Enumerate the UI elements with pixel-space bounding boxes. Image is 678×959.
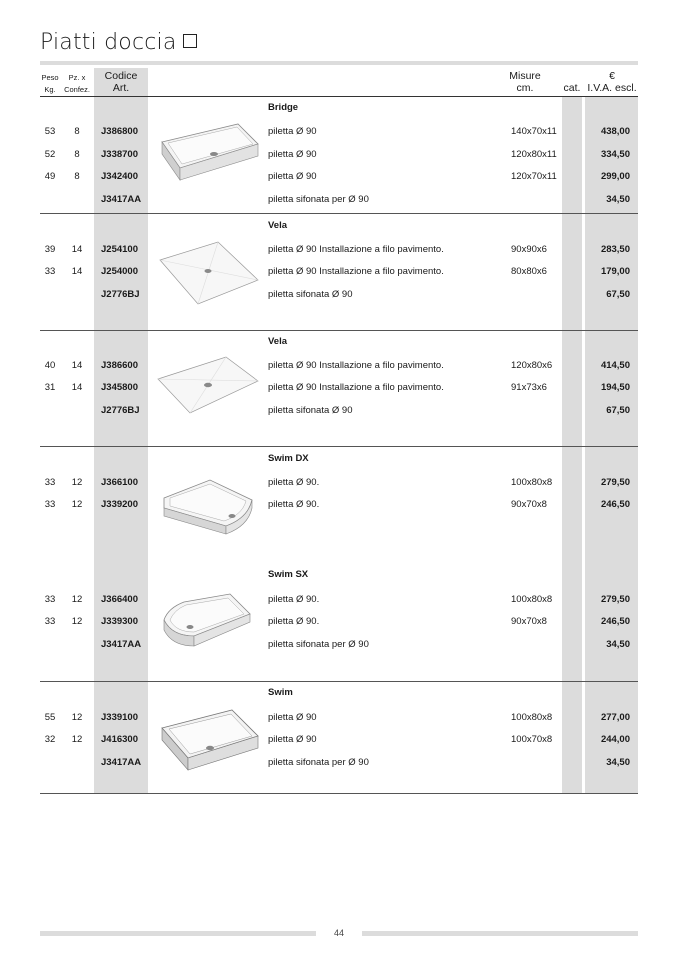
header-pz-label: Pz. x [68,73,86,82]
cell-desc: piletta Ø 90 [268,149,317,160]
cell-desc: piletta sifonata per Ø 90 [268,757,369,768]
header-euro-label: € [609,70,615,82]
cell-price: 283,50 [600,244,630,255]
shower-tray-swim-dx-image [160,476,256,538]
cell-code: J416300 [101,734,138,745]
cell-misure: 91x73x6 [511,382,547,393]
cell-price: 67,50 [606,405,630,416]
header-iva-label: I.V.A. escl. [587,82,637,94]
checkbox-square-icon [183,34,197,48]
cell-price: 194,50 [600,382,630,393]
header-pz [62,72,92,96]
cell-peso: 33 [44,499,56,510]
cell-pz: 14 [71,382,83,393]
cell-desc: piletta Ø 90 [268,734,317,745]
section-divider [40,681,638,682]
header-misure [500,70,550,94]
cell-misure: 80x80x6 [511,266,547,277]
cell-desc: piletta Ø 90 [268,171,317,182]
cell-misure: 120x70x11 [511,171,557,182]
header-kg-label: Kg. [44,85,56,94]
cell-desc: piletta Ø 90 Installazione a filo pavimento. [268,266,444,277]
header-cm-label: cm. [516,82,534,94]
cell-pz: 8 [74,149,80,160]
cell-code: J254100 [101,244,138,255]
cell-code: J339200 [101,499,138,510]
cell-peso: 52 [44,149,56,160]
cell-misure: 100x80x8 [511,594,553,605]
shower-tray-swim-image [158,706,260,774]
cell-price: 34,50 [606,757,630,768]
cell-misure: 90x90x6 [511,244,547,255]
cell-desc: piletta sifonata per Ø 90 [268,194,369,205]
cell-price: 246,50 [600,616,630,627]
section-divider [40,793,638,794]
cell-code: J342400 [101,171,138,182]
cell-price: 334,50 [600,149,630,160]
cell-misure: 100x80x8 [511,712,553,723]
cell-price: 67,50 [606,289,630,300]
cell-desc: piletta Ø 90 Installazione a filo pavimento. [268,244,444,255]
cell-peso: 33 [44,616,56,627]
cell-peso: 55 [44,712,56,723]
header-codice-label: Codice [104,70,138,82]
cell-code: J2776BJ [101,289,140,300]
cell-price: 246,50 [600,499,630,510]
cell-code: J3417AA [101,639,142,650]
table-row [0,360,678,374]
cell-desc: piletta Ø 90. [268,594,320,605]
cell-pz: 12 [71,477,83,488]
cell-desc: piletta Ø 90 Installazione a filo pavimento. [268,382,444,393]
cell-price: 279,50 [600,477,630,488]
cell-code: J254000 [101,266,138,277]
shower-tray-bridge-image [158,122,260,186]
cell-peso: 31 [44,382,56,393]
header-peso [38,72,62,96]
cell-price: 299,00 [600,171,630,182]
cell-desc: piletta sifonata per Ø 90 [268,639,369,650]
cell-pz: 14 [71,244,83,255]
cell-code: J2776BJ [101,405,140,416]
cell-peso: 40 [44,360,56,371]
shower-tray-swim-sx-image [160,592,254,652]
title-rule [40,61,638,65]
cell-code: J366400 [101,594,138,605]
cell-peso: 53 [44,126,56,137]
table-row [0,194,678,208]
cell-code: J366100 [101,477,138,488]
section-title-vela: Vela [268,220,288,231]
cell-code: J339300 [101,616,138,627]
cell-misure: 140x70x11 [511,126,557,137]
cell-misure: 120x80x6 [511,360,553,371]
cell-misure: 90x70x8 [511,616,547,627]
table-row [0,594,678,608]
header-art-label: Art. [112,82,130,94]
table-row [0,616,678,630]
header-confez-label: Confez. [64,85,90,94]
cell-misure: 90x70x8 [511,499,547,510]
section-title-bridge: Bridge [268,102,299,113]
cell-price: 179,00 [600,266,630,277]
header-peso-label: Peso [41,73,59,82]
section-divider [40,446,638,447]
cell-code: J386800 [101,126,138,137]
page-number: 44 [333,928,344,938]
table-row [0,499,678,513]
cell-misure: 100x70x8 [511,734,553,745]
section-title-swim: Swim [268,687,293,698]
cell-peso: 32 [44,734,56,745]
cell-pz: 12 [71,734,83,745]
section-title-vela: Vela [268,336,288,347]
section-divider [40,330,638,331]
header-cat [560,82,584,94]
cell-desc: piletta Ø 90 [268,126,317,137]
header-codice [94,70,148,94]
cell-misure: 120x80x11 [511,149,557,160]
cell-desc: piletta sifonata Ø 90 [268,289,353,300]
header-cat-label: cat. [563,82,581,94]
cell-pz: 8 [74,126,80,137]
section-title-swim-sx: Swim SX [268,569,309,580]
cell-code: J3417AA [101,757,142,768]
table-row [0,266,678,280]
cell-price: 244,00 [600,734,630,745]
cell-peso: 49 [44,171,56,182]
table-row [0,171,678,185]
cell-code: J338700 [101,149,138,160]
cell-price: 414,50 [600,360,630,371]
cell-code: J3417AA [101,194,142,205]
cell-desc: piletta Ø 90. [268,616,320,627]
table-row [0,244,678,258]
cell-price: 34,50 [606,639,630,650]
shower-tray-vela-rect-image [156,355,260,417]
cell-price: 34,50 [606,194,630,205]
cell-peso: 33 [44,266,56,277]
cell-price: 277,00 [600,712,630,723]
cell-desc: piletta Ø 90. [268,477,320,488]
cell-pz: 12 [71,499,83,510]
cell-desc: piletta Ø 90. [268,499,320,510]
cell-price: 438,00 [600,126,630,137]
header-rule [40,96,638,97]
table-row [0,149,678,163]
table-row [0,477,678,491]
cell-pz: 8 [74,171,80,182]
table-row [0,405,678,419]
table-row [0,639,678,653]
page-title-text: Piatti doccia [40,30,177,55]
table-row [0,712,678,726]
table-row [0,757,678,771]
page-title [40,30,197,55]
table-row [0,289,678,303]
header-misure-label: Misure [509,70,541,82]
cell-desc: piletta Ø 90 [268,712,317,723]
shower-tray-vela-square-image [158,240,260,306]
cell-code: J339100 [101,712,138,723]
header-price [584,70,640,94]
cell-pz: 12 [71,594,83,605]
cell-pz: 12 [71,712,83,723]
cell-pz: 14 [71,360,83,371]
cell-desc: piletta sifonata Ø 90 [268,405,353,416]
cell-misure: 100x80x8 [511,477,553,488]
table-row [0,382,678,396]
table-row [0,734,678,748]
table-row [0,126,678,140]
cell-peso: 33 [44,594,56,605]
section-divider [40,213,638,214]
cell-peso: 39 [44,244,56,255]
section-title-swim-dx: Swim DX [268,453,309,464]
cell-peso: 33 [44,477,56,488]
cell-pz: 14 [71,266,83,277]
cell-desc: piletta Ø 90 Installazione a filo pavimento. [268,360,444,371]
cell-price: 279,50 [600,594,630,605]
cell-code: J345800 [101,382,138,393]
cell-pz: 12 [71,616,83,627]
cell-code: J386600 [101,360,138,371]
